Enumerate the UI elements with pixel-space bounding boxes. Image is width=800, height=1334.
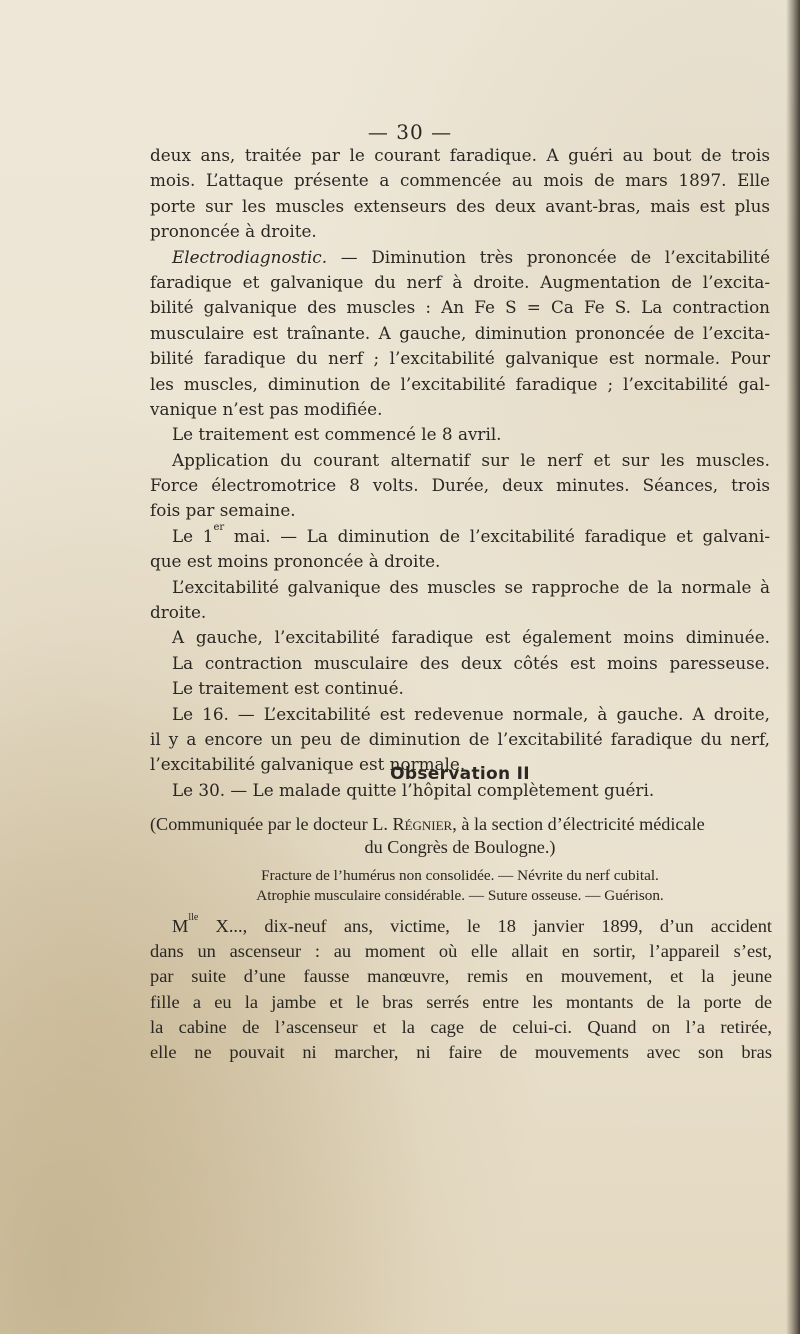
text-line: elle ne pouvait ni marcher, ni faire de mouvements avec son bras bbox=[150, 1041, 772, 1062]
text-line: fois par semaine. bbox=[150, 500, 296, 521]
summary-line: Atrophie musculaire considérable. — Suture osseuse. — Guérison. bbox=[256, 887, 664, 904]
communication-line: du Congrès de Boulogne.) bbox=[364, 837, 556, 857]
text-line: deux ans, traitée par le courant faradique. A guéri au bout de trois bbox=[150, 145, 770, 165]
text-line: que est moins prononcée à droite. bbox=[150, 551, 441, 572]
communication-note bbox=[150, 813, 770, 859]
text-span: Le 1 bbox=[172, 525, 214, 546]
text-line: Force électromotrice 8 volts. Durée, deux minutes. Séances, trois bbox=[150, 475, 770, 496]
text-line: Le traitement est continué. bbox=[172, 678, 404, 699]
author-name: Régnier bbox=[392, 814, 453, 834]
may-first-line bbox=[150, 524, 770, 549]
text-line: il y a encore un peu de diminution de l’excitabilité faradique du nerf, bbox=[150, 728, 770, 749]
page-number: — 30 — bbox=[367, 120, 453, 144]
text-span: X..., dix-neuf ans, victime, le 18 janvier 1899, d’un accident bbox=[198, 916, 772, 936]
text-span: — Diminution très prononcée de l’excitabilité bbox=[327, 246, 770, 267]
text-line: les muscles, diminution de l’excitabilité faradique ; l’excitabilité gal- bbox=[150, 373, 770, 394]
text-line: Le 16. — L’excitabilité est redevenue normale, à gauche. A droite, bbox=[172, 703, 770, 724]
text-line: dans un ascenseur : au moment où elle allait en sortir, l’appareil s’est, bbox=[150, 941, 772, 962]
communication-line bbox=[150, 813, 770, 836]
section-heading: Observation II bbox=[390, 764, 530, 784]
text-line: vanique n’est pas modifiée. bbox=[150, 398, 383, 419]
text-line: par suite d’une fausse manœuvre, remis en mouvement, et la jeune bbox=[150, 966, 772, 987]
superscript: er bbox=[213, 522, 225, 534]
text-line: Le 30. — Le malade quitte l’hôpital complètement guéri. bbox=[172, 779, 655, 800]
main-text-block bbox=[150, 143, 770, 803]
text-line: musculaire est traînante. A gauche, diminution prononcée de l’excita- bbox=[150, 322, 770, 343]
text-line: bilité galvanique des muscles : An Fe S = Ca Fe S. La contraction bbox=[150, 297, 770, 318]
text-span: mai. — La diminution de l’excitabilité faradique et galvani- bbox=[224, 525, 770, 546]
text-line: La contraction musculaire des deux côtés est moins paresseuse. bbox=[172, 652, 770, 673]
text-span: M bbox=[172, 916, 189, 936]
text-line: Application du courant alternatif sur le nerf et sur les muscles. bbox=[172, 449, 770, 470]
text-line: L’excitabilité galvanique des muscles se rapproche de la normale à bbox=[172, 576, 770, 597]
electrodiagnostic-label: Electrodiagnostic. bbox=[172, 246, 328, 267]
text-line: fille a eu la jambe et le bras serrés entre les montants de la porte de bbox=[150, 991, 772, 1012]
page-binding-edge bbox=[786, 0, 800, 1334]
text-span: , à la section d’électricité médicale bbox=[452, 814, 705, 834]
text-line: la cabine de l’ascenseur et la cage de celui-ci. Quand on l’a retirée, bbox=[150, 1016, 772, 1037]
case-first-line bbox=[150, 911, 772, 939]
case-text-block bbox=[150, 911, 772, 1065]
superscript: lle bbox=[188, 911, 199, 923]
summary-line: Fracture de l’humérus non consolidée. — Névrite du nerf cubital. bbox=[261, 867, 659, 884]
text-line: droite. bbox=[150, 602, 207, 623]
text-line: l’excitabilité galvanique est normale. bbox=[150, 754, 466, 775]
text-line: porte sur les muscles extenseurs des deux avant-bras, mais est plus bbox=[150, 195, 770, 216]
text-line: Le traitement est commencé le 8 avril. bbox=[172, 424, 502, 445]
text-line: faradique et galvanique du nerf à droite. Augmentation de l’excita- bbox=[150, 271, 770, 292]
text-span: (Communiquée par le docteur L. bbox=[150, 814, 393, 834]
text-line: prononcée à droite. bbox=[150, 221, 317, 242]
case-summary bbox=[150, 866, 770, 906]
text-line: mois. L’attaque présente a commencée au mois de mars 1897. Elle bbox=[150, 170, 770, 191]
text-line: bilité faradique du nerf ; l’excitabilité galvanique est normale. Pour bbox=[150, 348, 770, 369]
text-line: A gauche, l’excitabilité faradique est également moins diminuée. bbox=[172, 627, 770, 648]
electrodiagnostic-line bbox=[150, 245, 770, 270]
